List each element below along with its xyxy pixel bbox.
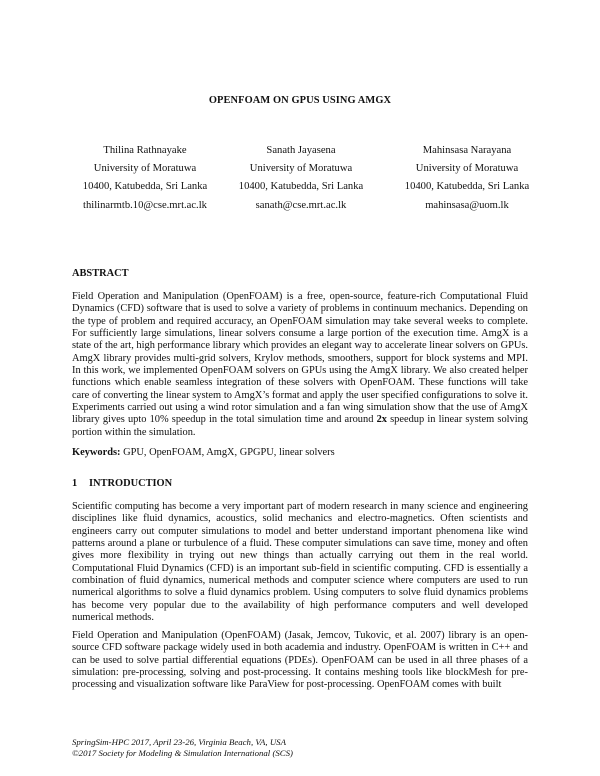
section-number: 1 — [72, 478, 78, 489]
keywords-list: GPU, OpenFOAM, AmgX, GPGPU, linear solvers — [123, 447, 335, 458]
author-name: Thilina Rathnayake — [103, 145, 187, 156]
footer-copyright: ©2017 Society for Modeling & Simulation International (SCS) — [72, 748, 293, 759]
author-email: sanath@cse.mrt.ac.lk — [255, 199, 347, 211]
paper-title: OPENFOAM ON GPUS USING AMGX — [208, 95, 392, 106]
abstract-heading: ABSTRACT — [72, 268, 129, 279]
author-email: thilinarmtb.10@cse.mrt.ac.lk — [83, 199, 207, 211]
author-affiliation: University of Moratuwa — [249, 163, 353, 175]
author-address: 10400, Katubedda, Sri Lanka — [238, 181, 364, 193]
section-title: INTRODUCTION — [89, 478, 173, 489]
author-2 — [216, 142, 386, 215]
author-name: Mahinsasa Narayana — [422, 145, 512, 156]
author-1 — [60, 142, 230, 215]
section-heading — [72, 478, 172, 489]
intro-paragraph-1: Scientific computing has become a very important part of modern research in many science and engineering disciplines like fluid dynamics, acoustics, solid mechanics and electro-magnetics. Often scientists and engineers carry out computer simulations to model and better understand important phenomena like wind patterns around a plane or turbulence of a fluid. These computer simulations can save time, money and often gives more flexibility in trying out new things than actually carrying out them in the real world. Computational Fluid Dynamics (CFD) is an important sub-field in scientific computing. CFD is essentially a combination of fluid dynamics, numerical methods and computer science where computers are used to run numerical algorithms to solve a fluid dynamics problem. Using computers to solve fluid dynamics problems has become very popular due to the availability of high performance computers and well developed numerical methods. — [72, 501, 528, 624]
abstract-text-part: Field Operation and Manipulation (OpenFOAM) is a free, open-source, feature-rich Computational Fluid Dynamics (CFD) software that is used to solve a variety of problems in continuum mechanics. Depending on the type of problem and required accuracy, an OpenFOAM simulation may take several weeks to complete. For sufficiently large simulations, linear solvers consume a large portion of the execution time. AmgX is a state of the art, high performance library which provides an elegant way to accelerate linear solvers on GPUs. AmgX library provides multi-grid solvers, Krylov methods, smoothers, support for block systems and MPI. In this work, we implemented OpenFOAM solvers on GPUs using the AmgX library. We also created helper functions which enable seamless integration of these solvers with OpenFOAM. These functions will take care of converting the linear system to AmgX’s format and apply the user specified configurations to solve it. Experiments carried out using a wind rotor simulation and a fan wing simulation show that the use of AmgX library gives upto 10% speedup in the total simulation time and around — [72, 291, 528, 426]
abstract-text-part: speedup in linear system solving portion within the simulation. — [72, 414, 528, 438]
keywords-label: Keywords: — [72, 447, 121, 458]
author-affiliation: University of Moratuwa — [93, 163, 197, 175]
intro-paragraph-2: Field Operation and Manipulation (OpenFOAM) (Jasak, Jemcov, Tukovic, et al. 2007) library is an open-source CFD software package widely used in both academia and industry. OpenFOAM is written in C++ and can be used to solve partial differential equations (PDEs). OpenFOAM can be used in all three phases of a simulation: pre-processing, solving and post-processing. It contains meshing tools like blockMesh for pre-processing and visualization software like ParaView for post-processing. OpenFOAM comes with built — [72, 630, 528, 691]
author-address: 10400, Katubedda, Sri Lanka — [82, 181, 208, 193]
author-address: 10400, Katubedda, Sri Lanka — [404, 181, 530, 193]
abstract-text — [72, 291, 528, 439]
keywords — [72, 447, 335, 458]
author-email: mahinsasa@uom.lk — [425, 199, 509, 211]
author-3 — [382, 142, 552, 215]
abstract-emphasis: 2x — [376, 414, 387, 426]
author-affiliation: University of Moratuwa — [415, 163, 519, 175]
footer-conference: SpringSim-HPC 2017, April 23-26, Virginia Beach, VA, USA — [72, 737, 286, 747]
page-footer — [72, 737, 293, 759]
author-name: Sanath Jayasena — [266, 145, 336, 156]
